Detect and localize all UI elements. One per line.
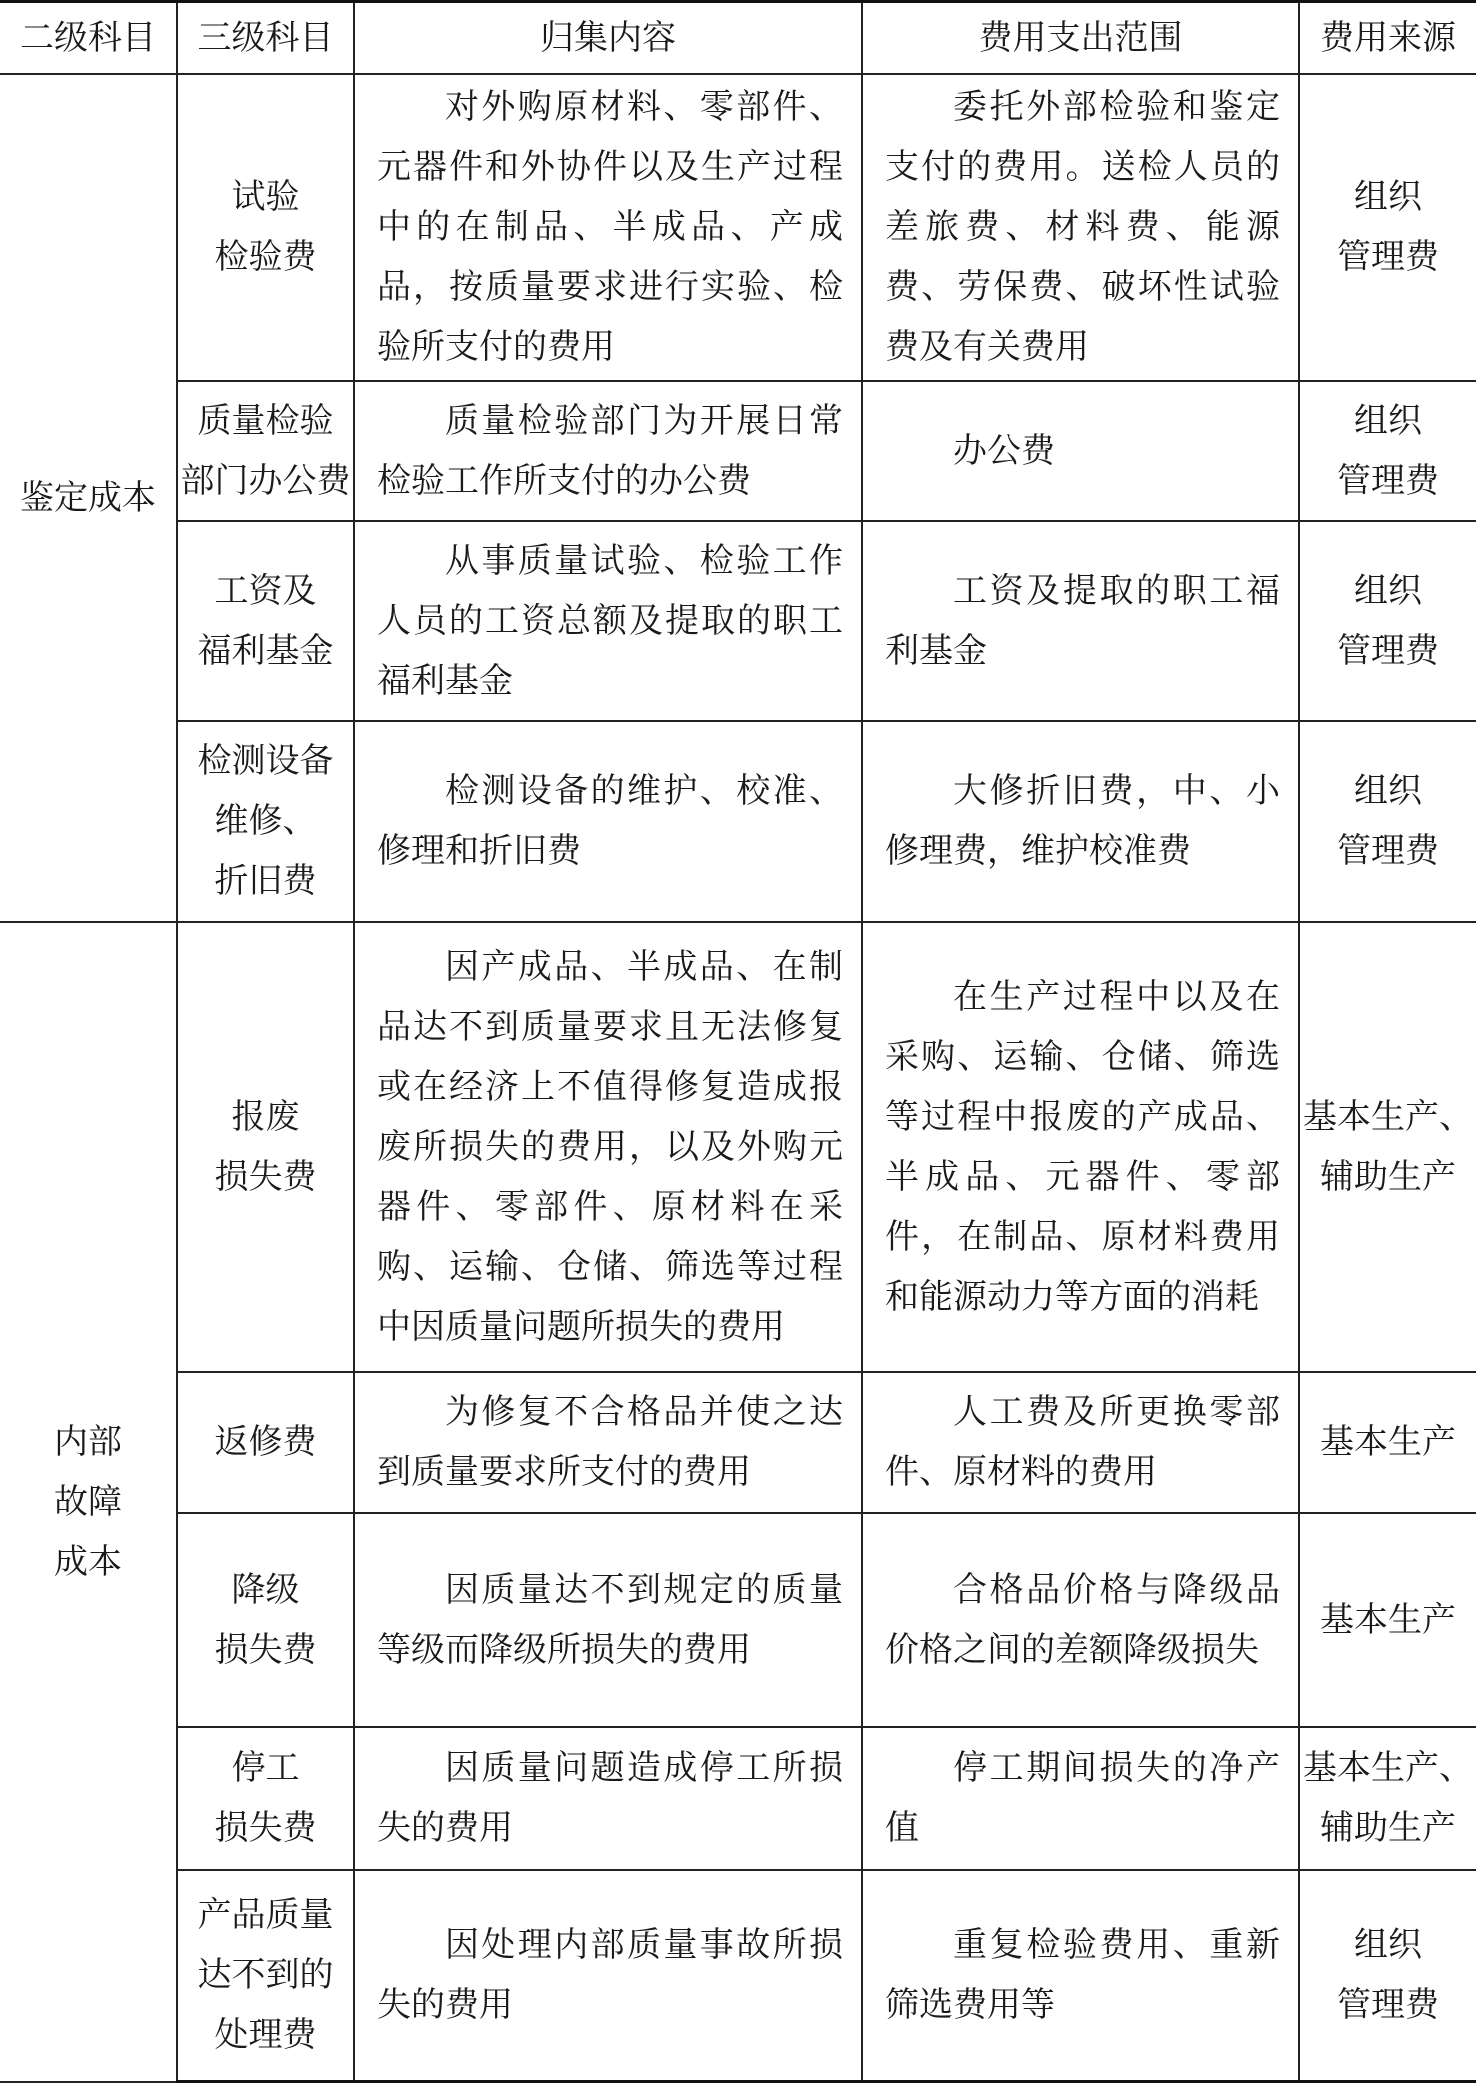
content-cell: 为修复不合格品并使之达到质量要求所支付的费用 bbox=[354, 1372, 862, 1513]
source-cell bbox=[1299, 381, 1476, 521]
content-cell: 对外购原材料、零部件、元器件和外协件以及生产过程中的在制品、半成品、产成品，按质量要求进行实验、检验所支付的费用 bbox=[354, 74, 862, 381]
table-row bbox=[0, 922, 1476, 1372]
subject-cell bbox=[177, 74, 354, 381]
subject-label: 试验 检验费 bbox=[214, 177, 317, 277]
source-label: 组织 管理费 bbox=[1337, 177, 1439, 277]
source-cell bbox=[1299, 721, 1476, 922]
source-cell bbox=[1299, 1513, 1476, 1727]
subject-cell bbox=[177, 1727, 354, 1870]
subject-label: 质量检验 部门办公费 bbox=[180, 400, 351, 501]
source-cell bbox=[1299, 1870, 1476, 2082]
scope-cell: 停工期间损失的净产值 bbox=[862, 1727, 1299, 1870]
header-expense-scope: 费用支出范围 bbox=[862, 2, 1299, 74]
source-label: 基本生产 bbox=[1320, 1422, 1456, 1462]
scope-cell: 办公费 bbox=[862, 381, 1299, 521]
source-cell bbox=[1299, 1727, 1476, 1870]
table-row bbox=[0, 1727, 1476, 1870]
table-row bbox=[0, 1870, 1476, 2082]
source-cell bbox=[1299, 74, 1476, 381]
subject-cell bbox=[177, 521, 354, 721]
source-label: 组织 管理费 bbox=[1337, 400, 1439, 501]
table-row bbox=[0, 1513, 1476, 1727]
source-label: 组织 管理费 bbox=[1337, 1925, 1439, 2026]
subject-cell bbox=[177, 381, 354, 521]
table-row bbox=[0, 1372, 1476, 1513]
table-row bbox=[0, 381, 1476, 521]
table-row bbox=[0, 721, 1476, 922]
subject-cell bbox=[177, 1513, 354, 1727]
scope-cell: 在生产过程中以及在采购、运输、仓储、筛选等过程中报废的产成品、半成品、元器件、零部件，在制品、原材料费用和能源动力等方面的消耗 bbox=[862, 922, 1299, 1372]
source-cell bbox=[1299, 922, 1476, 1372]
content-cell: 质量检验部门为开展日常检验工作所支付的办公费 bbox=[354, 381, 862, 521]
category-label: 内部 故障 成本 bbox=[54, 1421, 122, 1582]
subject-cell bbox=[177, 922, 354, 1372]
scope-cell: 人工费及所更换零部件、原材料的费用 bbox=[862, 1372, 1299, 1513]
subject-label: 检测设备 维修、 折旧费 bbox=[197, 741, 334, 901]
source-label: 基本生产 bbox=[1320, 1599, 1456, 1640]
subject-cell bbox=[177, 1372, 354, 1513]
header-expense-source: 费用来源 bbox=[1299, 2, 1476, 74]
category-label: 鉴定成本 bbox=[20, 477, 156, 518]
subject-label: 产品质量 达不到的 处理费 bbox=[197, 1895, 334, 2056]
subject-cell bbox=[177, 1870, 354, 2082]
header-tertiary-subject: 三级科目 bbox=[177, 2, 354, 74]
scope-cell: 工资及提取的职工福利基金 bbox=[862, 521, 1299, 721]
scope-cell: 合格品价格与降级品价格之间的差额降级损失 bbox=[862, 1513, 1299, 1727]
subject-label: 降级 损失费 bbox=[214, 1569, 317, 1670]
content-cell: 因质量达不到规定的质量等级而降级所损失的费用 bbox=[354, 1513, 862, 1727]
category-cell bbox=[0, 74, 177, 922]
source-cell bbox=[1299, 521, 1476, 721]
subject-label: 报废 损失费 bbox=[214, 1096, 317, 1197]
subject-label: 工资及 福利基金 bbox=[197, 570, 334, 671]
source-label: 基本生产、 辅助生产 bbox=[1303, 1748, 1473, 1848]
header-collected-content: 归集内容 bbox=[354, 2, 862, 74]
content-cell: 因质量问题造成停工所损失的费用 bbox=[354, 1727, 862, 1870]
subject-label: 返修费 bbox=[214, 1422, 317, 1462]
content-cell: 检测设备的维护、校准、修理和折旧费 bbox=[354, 721, 862, 922]
category-cell bbox=[0, 922, 177, 2082]
content-cell: 因产成品、半成品、在制品达不到质量要求且无法修复或在经济上不值得修复造成报废所损失的费用，以及外购元器件、零部件、原材料在采购、运输、仓储、筛选等过程中因质量问题所损失的费用 bbox=[354, 922, 862, 1372]
source-cell bbox=[1299, 1372, 1476, 1513]
content-cell: 因处理内部质量事故所损失的费用 bbox=[354, 1870, 862, 2082]
source-label: 基本生产、 辅助生产 bbox=[1303, 1096, 1473, 1197]
scope-cell: 重复检验费用、重新筛选费用等 bbox=[862, 1870, 1299, 2082]
table-row bbox=[0, 74, 1476, 381]
source-label: 组织 管理费 bbox=[1337, 570, 1439, 671]
header-secondary-subject: 二级科目 bbox=[0, 2, 177, 74]
table-row bbox=[0, 521, 1476, 721]
table-header-row bbox=[0, 2, 1476, 74]
scope-cell: 大修折旧费，中、小修理费，维护校准费 bbox=[862, 721, 1299, 922]
subject-cell bbox=[177, 721, 354, 922]
content-cell: 从事质量试验、检验工作人员的工资总额及提取的职工福利基金 bbox=[354, 521, 862, 721]
source-label: 组织 管理费 bbox=[1337, 771, 1439, 871]
subject-label: 停工 损失费 bbox=[214, 1748, 317, 1848]
scope-cell: 委托外部检验和鉴定支付的费用。送检人员的差旅费、材料费、能源费、劳保费、破坏性试验费及有关费用 bbox=[862, 74, 1299, 381]
